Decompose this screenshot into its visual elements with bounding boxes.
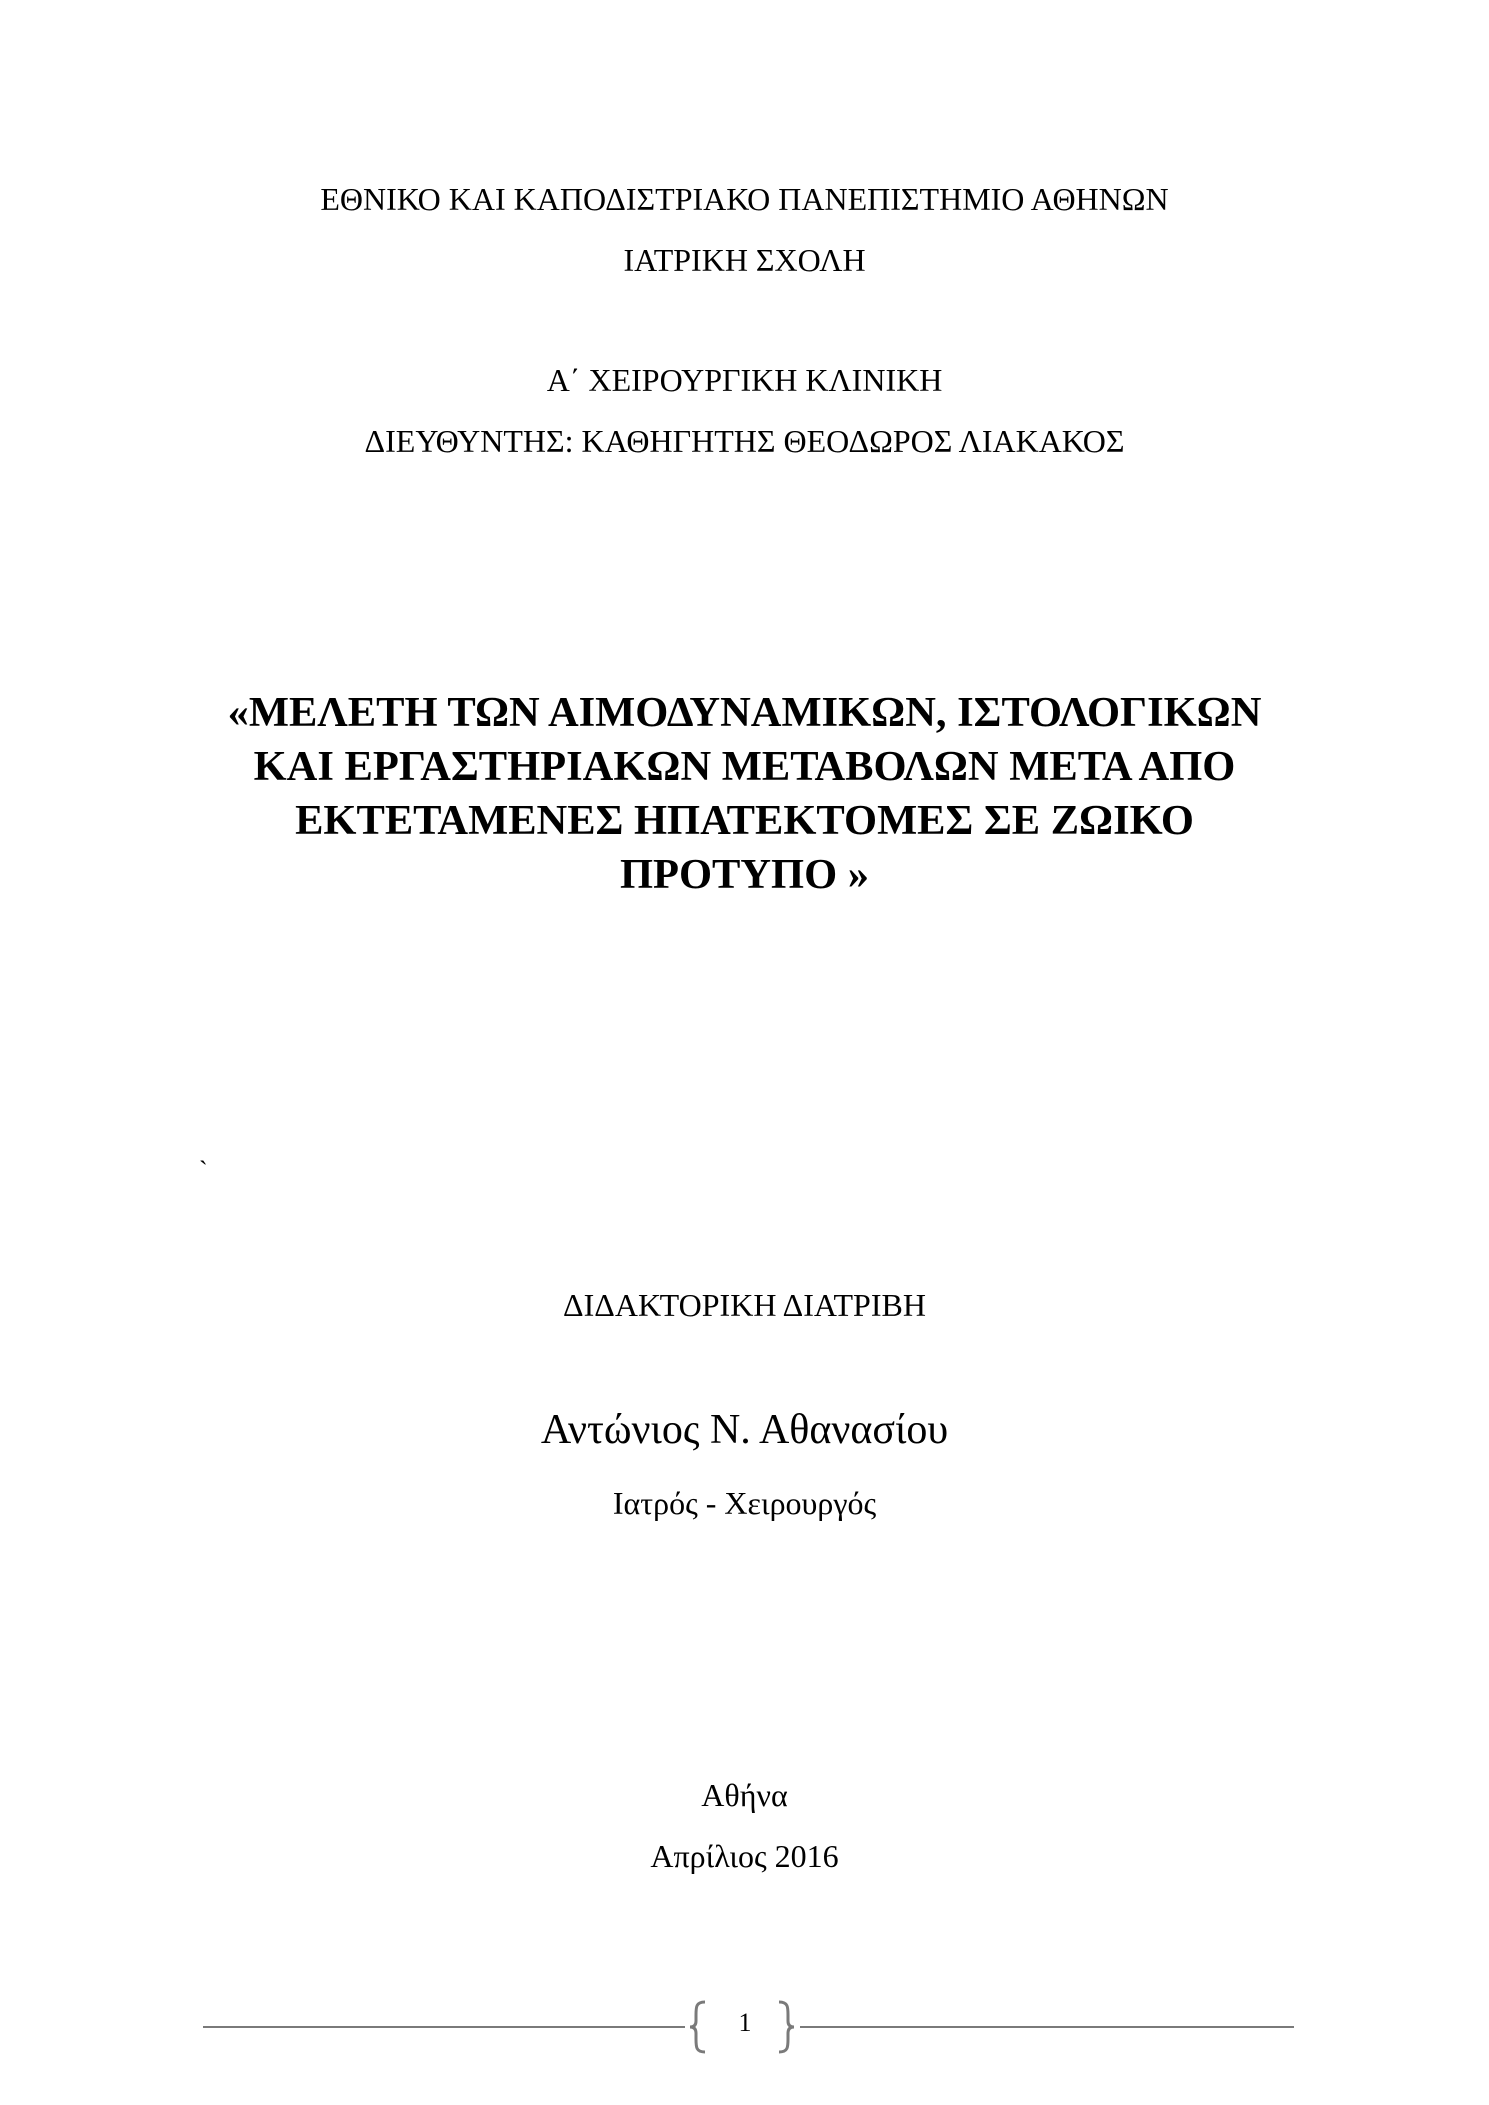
- thesis-title: [0, 686, 1489, 902]
- document-type: ΔΙΔΑΚΤΟΡΙΚΗ ΔΙΑΤΡΙΒΗ: [563, 1287, 926, 1323]
- page-number: 1: [738, 2008, 752, 2037]
- author-name: Αντώνιος Ν. Αθανασίου: [540, 1407, 949, 1453]
- thesis-title-line: «ΜΕΛΕΤΗ ΤΩΝ ΑΙΜΟΔΥΝΑΜΙΚΩΝ, ΙΣΤΟΛΟΓΙΚΩΝ: [227, 689, 1262, 736]
- thesis-title-line: ΚΑΙ ΕΡΓΑΣΤΗΡΙΑΚΩΝ ΜΕΤΑΒΟΛΩΝ ΜΕΤΑ ΑΠΟ: [253, 743, 1236, 790]
- stray-mark: `: [199, 1156, 208, 1185]
- right-brace-icon: [776, 1999, 796, 2055]
- thesis-title-line: ΕΚΤΕΤΑΜΕΝΕΣ ΗΠΑΤΕΚΤΟΜΕΣ ΣΕ ΖΩΙΚΟ: [295, 797, 1194, 844]
- thesis-title-line: ΠΡΟΤΥΠΟ »: [619, 851, 870, 898]
- footer-rule-left: [203, 2026, 685, 2028]
- school-name: ΙΑΤΡΙΚΗ ΣΧΟΛΗ: [623, 242, 866, 278]
- clinic-name: Α΄ ΧΕΙΡΟΥΡΓΙΚΗ ΚΛΙΝΙΚΗ: [546, 362, 943, 398]
- university-name: ΕΘΝΙΚΟ ΚΑΙ ΚΑΠΟΔΙΣΤΡΙΑΚΟ ΠΑΝΕΠΙΣΤΗΜΙΟ ΑΘΗΝΩΝ: [320, 181, 1169, 217]
- director-line: ΔΙΕΥΘΥΝΤΗΣ: ΚΑΘΗΓΗΤΗΣ ΘΕΟΔΩΡΟΣ ΛΙΑΚΑΚΟΣ: [364, 423, 1125, 459]
- author-role: Ιατρός - Χειρουργός: [612, 1485, 877, 1521]
- date: Απρίλιος 2016: [650, 1838, 839, 1874]
- place: Αθήνα: [701, 1777, 788, 1813]
- footer-rule-right: [800, 2026, 1294, 2028]
